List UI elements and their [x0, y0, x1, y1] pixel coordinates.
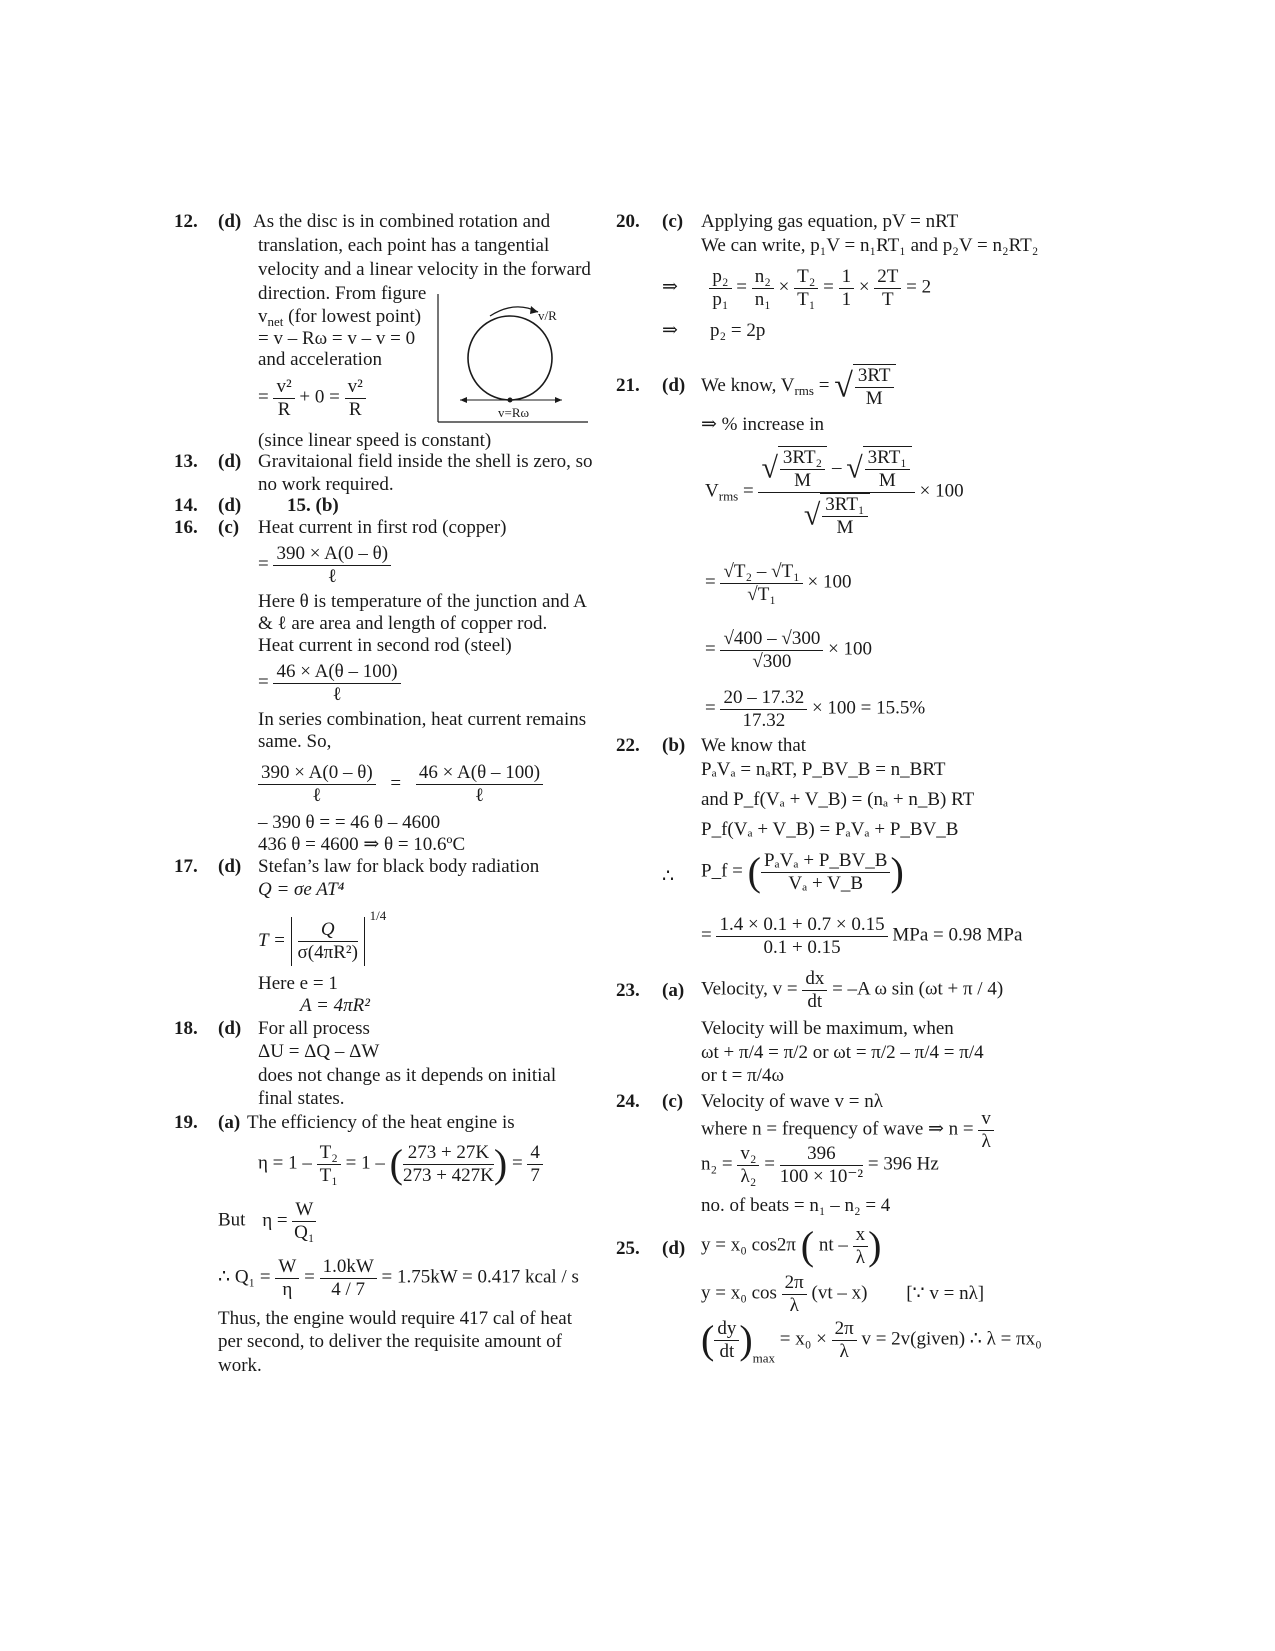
fraction	[709, 266, 731, 311]
question-14-number: 14.	[174, 495, 198, 516]
numerator: T₂	[317, 1142, 341, 1165]
numerator: 273 + 27K	[403, 1142, 494, 1165]
q22-line-4: P_f(Vₐ + V_B) = PₐVₐ + P_BV_B	[701, 819, 959, 840]
q1-lhs: ∴ Q₁ =	[218, 1266, 271, 1288]
numerator: √T₂ – √T₁	[720, 561, 802, 584]
question-17-option: (d)	[218, 856, 242, 877]
denominator	[758, 493, 914, 539]
right-paren: )	[890, 849, 904, 894]
velocity-lhs: Velocity, v =	[701, 978, 798, 1000]
numerator: 1.4 × 0.1 + 0.7 × 0.15	[716, 914, 887, 937]
eta-equals: η =	[262, 1209, 288, 1231]
denominator: λ	[789, 1294, 799, 1316]
fraction	[292, 1199, 316, 1244]
question-19-option: (a)	[218, 1112, 241, 1133]
fraction	[258, 762, 376, 807]
numerator: dx	[802, 968, 827, 991]
numerator: W	[292, 1199, 316, 1222]
q12-line-7: and acceleration	[258, 349, 382, 370]
q19-efficiency-formula	[258, 1140, 543, 1188]
q12-line-8: (since linear speed is constant)	[258, 430, 492, 451]
denominator: ℓ	[474, 784, 484, 806]
question-13-option: (d)	[218, 451, 242, 472]
velocity-arrow-right	[555, 397, 562, 403]
fraction	[853, 364, 896, 410]
fraction	[720, 687, 807, 732]
numerator: 2T	[874, 266, 901, 289]
implies-arrow: ⇒	[662, 276, 678, 298]
equals-sign: =	[390, 772, 402, 794]
sqrt-sign: √	[761, 451, 778, 485]
q19-but-formula	[218, 1199, 316, 1244]
fraction	[737, 1143, 759, 1188]
denominator: 0.1 + 0.15	[763, 936, 841, 958]
q13-line-2: no work required.	[258, 474, 394, 495]
q20-line-3: p₂ = 2p	[710, 320, 766, 341]
numerator: 3RT₁	[822, 494, 867, 517]
vrms-text: We know, V	[701, 375, 795, 397]
denominator: σ(4πR²)	[297, 942, 358, 964]
q16-line-4: Heat current in second rod (steel)	[258, 635, 512, 656]
question-16-option: (c)	[218, 517, 240, 538]
numerator: W	[275, 1256, 299, 1279]
sqrt-sign: √	[846, 451, 863, 485]
velocity-arrow-left	[460, 397, 467, 403]
q24-line-3: no. of beats = n₁ – n₂ = 4	[701, 1195, 891, 1216]
denominator: R	[348, 398, 362, 420]
q17-line-2: Q = σe AT⁴	[258, 879, 345, 900]
q19-line-1: The efficiency of the heat engine is	[247, 1112, 515, 1133]
fraction	[298, 919, 358, 964]
left-paren: (	[800, 1223, 815, 1268]
equals-sign: =	[764, 1153, 775, 1175]
disc-circle	[468, 316, 552, 400]
figure-label-top: v/R	[538, 308, 557, 323]
denominator: λ	[855, 1246, 865, 1268]
denominator: 1	[841, 288, 852, 310]
numerator: 390 × A(0 – θ)	[258, 762, 376, 785]
numerator: 1.0kW	[320, 1256, 377, 1279]
question-12-number: 12.	[174, 211, 198, 232]
q22-line-2: PₐVₐ = nₐRT, P_BV_B = n_BRT	[701, 759, 946, 780]
q12-acceleration-formula	[258, 376, 366, 421]
question-22-number: 22.	[616, 735, 640, 756]
denominator: dt	[719, 1340, 735, 1362]
numerator: 2π	[782, 1272, 807, 1295]
times-hundred: × 100	[919, 480, 964, 502]
since-note: [∵ v = nλ]	[906, 1282, 985, 1304]
eta-mid: = 1 –	[345, 1152, 385, 1174]
q18-line-4: final states.	[258, 1088, 345, 1109]
denominator: M	[836, 516, 854, 538]
denominator: ℓ	[332, 683, 342, 705]
times-sign: ×	[778, 276, 790, 298]
numerator: T₂	[794, 266, 818, 289]
minus-sign: –	[831, 457, 842, 479]
fraction	[802, 968, 827, 1013]
numerator: 1	[839, 266, 855, 289]
equals-sign: =	[511, 1152, 523, 1174]
fraction	[416, 762, 543, 807]
denominator: n₁	[754, 288, 771, 310]
question-25-number: 25.	[616, 1238, 640, 1259]
fraction	[863, 446, 912, 492]
numerator: Q	[298, 919, 358, 942]
denominator: T₁	[797, 288, 816, 310]
left-paren: (	[389, 1141, 403, 1186]
fraction	[714, 1318, 739, 1363]
vrms-subscript: rms	[718, 488, 739, 504]
fraction	[273, 543, 391, 588]
fraction	[273, 661, 400, 706]
cos-rhs: (vt – x)	[811, 1282, 868, 1304]
inner-term: nt –	[818, 1234, 848, 1256]
equals-sign: =	[823, 276, 834, 298]
question-12-option: (d)	[218, 211, 242, 232]
question-24-option: (c)	[662, 1091, 684, 1112]
numerator: v₂	[737, 1143, 759, 1166]
numerator: 20 – 17.32	[720, 687, 807, 710]
question-20-option: (c)	[662, 211, 684, 232]
numerator: n₂	[752, 266, 774, 289]
q23-velocity-formula	[701, 968, 1003, 1013]
q21-vrms-formula	[701, 364, 896, 410]
result: MPa = 0.98 MPa	[892, 924, 1023, 946]
fraction	[716, 914, 887, 959]
q21-percentage-formula	[705, 446, 964, 538]
numerator: 3RT	[855, 365, 894, 388]
denominator: T	[882, 288, 894, 310]
denominator: M	[794, 469, 811, 491]
q25-max-velocity-formula	[701, 1316, 1042, 1366]
fraction	[780, 1143, 863, 1188]
q18-line-1: For all process	[258, 1018, 370, 1039]
denominator: M	[865, 387, 883, 409]
q16-line-3: & ℓ are area and length of copper rod.	[258, 613, 548, 634]
sqrt-sign: √	[803, 498, 821, 532]
q25-cos-formula	[701, 1272, 984, 1317]
q18-line-2: ΔU = ΔQ – ΔW	[258, 1041, 380, 1062]
question-16-number: 16.	[174, 517, 198, 538]
q17-temperature-formula	[258, 908, 386, 966]
numerator: 390 × A(0 – θ)	[273, 543, 391, 566]
denominator: ℓ	[312, 784, 322, 806]
q16-line-7: – 390 θ = = 46 θ – 4600	[258, 812, 441, 833]
fraction	[752, 266, 774, 311]
q22-pf-value	[701, 914, 1022, 959]
question-24-number: 24.	[616, 1091, 640, 1112]
numerator: x	[853, 1224, 869, 1247]
rotation-arrow-head	[530, 306, 538, 314]
question-25-option: (d)	[662, 1238, 686, 1259]
vnet-text: (for lowest point)	[283, 306, 422, 327]
fraction	[820, 493, 869, 539]
fraction	[720, 561, 802, 606]
q12-line-6: = v – Rω = v – v = 0	[258, 328, 416, 349]
q12-line-3: velocity and a linear velocity in the forward	[258, 259, 591, 280]
fraction	[317, 1142, 341, 1187]
question-18-option: (d)	[218, 1018, 242, 1039]
fraction	[832, 1318, 857, 1363]
q16-line-1: Heat current in first rod (copper)	[258, 517, 507, 538]
q22-pf-formula	[701, 848, 904, 896]
q20-ratio-formula	[662, 266, 931, 311]
fraction	[778, 446, 827, 492]
frequency-text: where n = frequency of wave ⇒ n =	[701, 1118, 974, 1140]
q25-displacement-formula	[701, 1222, 881, 1270]
question-20-number: 20.	[616, 211, 640, 232]
bracket	[291, 917, 365, 966]
fraction	[403, 1142, 494, 1187]
cos-lhs: y = x₀ cos	[701, 1282, 777, 1304]
equals-sign: =	[258, 553, 269, 575]
denominator: Vₐ + V_B	[788, 872, 864, 894]
denominator: √T₁	[747, 583, 776, 605]
q13-line-1: Gravitaional field inside the shell is zero, so	[258, 451, 593, 472]
equals-sign: =	[705, 571, 716, 593]
q23-line-4: or t = π/4ω	[701, 1065, 784, 1086]
fraction	[761, 850, 891, 895]
q23-line-2: Velocity will be maximum, when	[701, 1018, 954, 1039]
fraction	[874, 266, 901, 311]
question-21-number: 21.	[616, 375, 640, 396]
fraction	[794, 266, 818, 311]
eta-lhs: η = 1 –	[258, 1152, 312, 1174]
formula-lhs: T =	[258, 930, 286, 951]
denominator: R	[277, 398, 291, 420]
q20-line-1: Applying gas equation, pV = nRT	[701, 211, 959, 232]
times-hundred: × 100	[828, 638, 873, 660]
denominator: 7	[530, 1164, 540, 1186]
equals-sign: =	[736, 276, 748, 298]
question-23-number: 23.	[616, 980, 640, 1001]
q21-step-2	[705, 561, 852, 606]
equals-sign: =	[258, 386, 269, 408]
fraction	[978, 1108, 994, 1153]
denominator: M	[878, 469, 896, 491]
exponent: 1/4	[369, 908, 387, 923]
q20-line-2: We can write, p₁V = n₁RT₁ and p₂V = n₂RT₂	[701, 235, 1039, 256]
n2-lhs: n₂ =	[701, 1153, 733, 1175]
q21-step-4	[705, 687, 925, 732]
q16-line-2: Here θ is temperature of the junction and A	[258, 591, 587, 612]
q12-line-4: direction. From figure	[258, 283, 427, 304]
fraction	[527, 1142, 543, 1187]
equals-sign: =	[701, 924, 712, 946]
q17-line-4: A = 4πR²	[300, 995, 370, 1016]
numerator: 4	[527, 1142, 543, 1165]
numerator: v	[978, 1108, 994, 1131]
q24-n2-formula	[701, 1143, 939, 1188]
q19-line-3: per second, to deliver the requisite amount of	[218, 1331, 563, 1352]
q17-line-1: Stefan’s law for black body radiation	[258, 856, 540, 877]
fraction	[720, 628, 823, 673]
numerator: 3RT₁	[865, 447, 910, 470]
numerator: v²	[345, 376, 366, 399]
rolling-disc-figure	[430, 292, 590, 427]
denominator: Q₁	[294, 1221, 315, 1243]
q22-line-3: and P_f(Vₐ + V_B) = (nₐ + n_B) RT	[701, 789, 975, 810]
denominator: 4 / 7	[331, 1278, 366, 1300]
question-22-option: (b)	[662, 735, 686, 756]
numerator: p₂	[709, 266, 731, 289]
q16-formula-3	[258, 762, 543, 807]
times-sign: ×	[858, 276, 870, 298]
numerator: 3RT₂	[780, 447, 825, 470]
denominator: √300	[752, 650, 792, 672]
fraction	[758, 446, 914, 538]
therefore-symbol: ∴	[662, 866, 675, 887]
equals-sign: =	[304, 1266, 315, 1288]
q1-rhs: = 1.75kW = 0.417 kcal / s	[381, 1266, 579, 1288]
q19-line-2: Thus, the engine would require 417 cal of heat	[218, 1308, 573, 1329]
q12-line-5	[258, 306, 421, 330]
denominator: p₁	[712, 288, 729, 310]
question-23-option: (a)	[662, 980, 685, 1001]
q16-line-5: In series combination, heat current remains	[258, 709, 587, 730]
numerator	[758, 446, 914, 493]
q24-line-1: Velocity of wave v = nλ	[701, 1091, 883, 1112]
vnet-subscript: net	[267, 314, 284, 329]
left-paren: (	[747, 849, 761, 894]
right-paren: )	[868, 1223, 882, 1268]
fraction	[839, 266, 855, 311]
denominator: 17.32	[742, 709, 786, 731]
denominator: dt	[807, 990, 823, 1012]
q19-line-4: work.	[218, 1355, 262, 1376]
denominator: T₁	[319, 1164, 338, 1186]
q16-formula-2	[258, 661, 401, 706]
question-19-number: 19.	[174, 1112, 198, 1133]
left-paren: (	[701, 1317, 715, 1362]
denominator: 273 + 427K	[402, 1164, 494, 1186]
question-14-option: (d)	[218, 495, 242, 516]
denominator: 100 × 10⁻²	[779, 1165, 864, 1187]
equals-sign: =	[705, 638, 716, 660]
denominator: λ	[839, 1340, 849, 1362]
q23-line-3: ωt + π/4 = π/2 or ωt = π/2 – π/4 = π/4	[701, 1042, 984, 1063]
result: = 2	[906, 276, 932, 298]
numerator: 46 × A(θ – 100)	[273, 661, 400, 684]
q16-formula-1	[258, 543, 391, 588]
q22-line-1: We know that	[701, 735, 807, 756]
denominator: λ₂	[740, 1165, 757, 1187]
middle-term: = x₀ ×	[779, 1328, 827, 1350]
equals-sign: =	[742, 480, 754, 502]
velocity-rhs: = –A ω sin (ωt + π / 4)	[832, 978, 1004, 1000]
equals-sign: =	[818, 375, 830, 397]
times-hundred: × 100	[807, 571, 852, 593]
numerator: 2π	[832, 1318, 857, 1341]
fraction	[853, 1224, 869, 1269]
denominator: ℓ	[327, 565, 337, 587]
vrms-symbol: V	[705, 480, 719, 502]
fraction	[275, 1256, 299, 1301]
right-paren: )	[739, 1317, 753, 1362]
question-17-number: 17.	[174, 856, 198, 877]
max-subscript: max	[752, 1350, 776, 1366]
result: × 100 = 15.5%	[811, 697, 926, 719]
denominator: η	[282, 1278, 293, 1300]
displacement-lhs: y = x₀ cos2π	[701, 1234, 797, 1256]
numerator: 46 × A(θ – 100)	[416, 762, 543, 785]
q21-step-3	[705, 628, 872, 673]
plus-zero: + 0 =	[299, 386, 340, 408]
q12-line-2: translation, each point has a tangential	[258, 235, 550, 256]
fraction	[273, 376, 294, 421]
q17-line-3: Here e = 1	[258, 973, 338, 994]
fraction	[782, 1272, 807, 1317]
pf-lhs: P_f =	[701, 860, 743, 882]
question-21-option: (d)	[662, 375, 686, 396]
q18-line-3: does not change as it depends on initial	[258, 1065, 557, 1086]
vrms-subscript: rms	[794, 383, 814, 399]
numerator: PₐVₐ + P_BV_B	[761, 850, 891, 873]
question-15-answer: 15. (b)	[287, 495, 339, 516]
numerator: √400 – √300	[720, 628, 823, 651]
denominator: λ	[981, 1130, 991, 1152]
question-13-number: 13.	[174, 451, 198, 472]
q16-line-6: same. So,	[258, 731, 332, 752]
result: v = 2v(given) ∴ λ = πx₀	[861, 1328, 1042, 1350]
implies-arrow: ⇒	[662, 320, 678, 341]
but-text: But	[218, 1209, 246, 1231]
figure-label-bottom: v=Rω	[498, 405, 530, 420]
equals-sign: =	[258, 671, 269, 693]
q16-line-8: 436 θ = 4600 ⇒ θ = 10.6ºC	[258, 834, 466, 855]
sqrt-sign: √	[834, 367, 853, 405]
question-18-number: 18.	[174, 1018, 198, 1039]
fraction	[345, 376, 366, 421]
q12-line-1: As the disc is in combined rotation and	[253, 211, 551, 232]
fraction	[320, 1256, 377, 1301]
right-paren: )	[493, 1141, 508, 1186]
numerator: 396	[780, 1143, 863, 1166]
vnet-symbol: v	[258, 306, 268, 327]
result: = 396 Hz	[867, 1153, 939, 1175]
numerator: v²	[273, 376, 294, 399]
q21-line-2: ⇒ % increase in	[701, 414, 825, 435]
equals-sign: =	[705, 697, 716, 719]
q19-heat-formula	[218, 1256, 579, 1301]
numerator: dy	[714, 1318, 739, 1341]
